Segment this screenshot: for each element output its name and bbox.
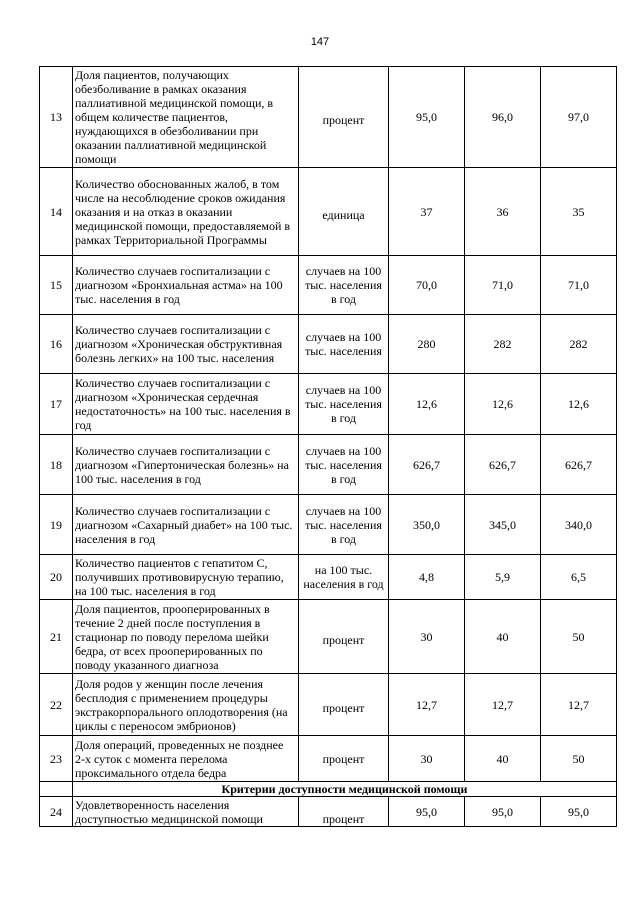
value-year-2: 95,0 — [465, 797, 541, 827]
value-year-1: 12,7 — [389, 674, 465, 736]
table-row — [40, 555, 617, 600]
value-year-3: 50 — [541, 736, 617, 782]
table-row — [40, 797, 617, 827]
value-year-3: 71,0 — [541, 256, 617, 315]
value-year-2: 40 — [465, 600, 541, 674]
value-year-3: 35 — [541, 168, 617, 256]
section-header-row — [40, 782, 617, 797]
unit-of-measure: единица — [299, 168, 389, 256]
table-row — [40, 435, 617, 495]
indicator-description: Доля пациентов, прооперированных в течение 2 дней после поступления в стационар по поводу перелома шейки бедра, от всех прооперированных по поводу указанного диагноза — [73, 600, 299, 674]
row-number: 24 — [40, 797, 73, 827]
page-number: 147 — [310, 36, 330, 48]
indicator-description: Количество случаев госпитализации с диагнозом «Хроническая обструктивная болезнь легких» на 100 тыс. населения — [73, 315, 299, 374]
indicator-description: Доля родов у женщин после лечения бесплодия с применением процедуры экстракорпорального оплодотворения (на циклы с переносом эмбрионов) — [73, 674, 299, 736]
row-number: 17 — [40, 374, 73, 435]
row-number: 23 — [40, 736, 73, 782]
table-row — [40, 495, 617, 555]
unit-of-measure: случаев на 100 тыс. населения в год — [299, 256, 389, 315]
indicator-description: Доля операций, проведенных не позднее 2-х суток с момента перелома проксимального отдела бедра — [73, 736, 299, 782]
indicator-description: Количество обоснованных жалоб, в том числе на несоблюдение сроков ожидания оказания и на отказ в оказании медицинской помощи, предоставляемой в рамках Территориальной Программы — [73, 168, 299, 256]
value-year-1: 30 — [389, 736, 465, 782]
value-year-1: 4,8 — [389, 555, 465, 600]
unit-of-measure: на 100 тыс. населения в год — [299, 555, 389, 600]
row-number: 18 — [40, 435, 73, 495]
value-year-3: 626,7 — [541, 435, 617, 495]
unit-of-measure: случаев на 100 тыс. населения в год — [299, 495, 389, 555]
value-year-3: 282 — [541, 315, 617, 374]
table-row — [40, 736, 617, 782]
row-number: 20 — [40, 555, 73, 600]
unit-of-measure: случаев на 100 тыс. населения в год — [299, 374, 389, 435]
unit-of-measure: процент — [299, 674, 389, 736]
row-number: 15 — [40, 256, 73, 315]
value-year-2: 40 — [465, 736, 541, 782]
value-year-3: 340,0 — [541, 495, 617, 555]
value-year-2: 282 — [465, 315, 541, 374]
value-year-2: 12,7 — [465, 674, 541, 736]
value-year-3: 12,6 — [541, 374, 617, 435]
table-row — [40, 374, 617, 435]
row-number: 22 — [40, 674, 73, 736]
indicator-description: Доля пациентов, получающих обезболивание в рамках оказания паллиативной медицинской помощи, в общем количестве пациентов, нуждающихся в обезболивании при оказании паллиативной медицинской помощи — [73, 67, 299, 168]
unit-of-measure: процент — [299, 797, 389, 827]
value-year-2: 71,0 — [465, 256, 541, 315]
value-year-1: 37 — [389, 168, 465, 256]
indicator-description: Количество пациентов с гепатитом С, получивших противовирусную терапию, на 100 тыс. населения в год — [73, 555, 299, 600]
row-number: 21 — [40, 600, 73, 674]
value-year-3: 12,7 — [541, 674, 617, 736]
unit-of-measure: случаев на 100 тыс. населения в год — [299, 435, 389, 495]
row-number: 14 — [40, 168, 73, 256]
table-row — [40, 256, 617, 315]
value-year-1: 626,7 — [389, 435, 465, 495]
value-year-3: 6,5 — [541, 555, 617, 600]
value-year-1: 70,0 — [389, 256, 465, 315]
value-year-2: 36 — [465, 168, 541, 256]
value-year-1: 95,0 — [389, 67, 465, 168]
table-row — [40, 315, 617, 374]
table-row — [40, 600, 617, 674]
unit-of-measure: процент — [299, 600, 389, 674]
row-number: 13 — [40, 67, 73, 168]
value-year-2: 12,6 — [465, 374, 541, 435]
indicator-description: Удовлетворенность населения доступностью медицинской помощи — [73, 797, 299, 827]
row-number: 16 — [40, 315, 73, 374]
indicator-description: Количество случаев госпитализации с диагнозом «Бронхиальная астма» на 100 тыс. населения в год — [73, 256, 299, 315]
indicators-table — [39, 66, 617, 827]
section-spacer — [40, 782, 73, 797]
value-year-3: 95,0 — [541, 797, 617, 827]
value-year-3: 97,0 — [541, 67, 617, 168]
indicator-description: Количество случаев госпитализации с диагнозом «Хроническая сердечная недостаточность» на 100 тыс. населения в год — [73, 374, 299, 435]
indicator-description: Количество случаев госпитализации с диагнозом «Сахарный диабет» на 100 тыс. населения в год — [73, 495, 299, 555]
value-year-2: 5,9 — [465, 555, 541, 600]
value-year-2: 345,0 — [465, 495, 541, 555]
value-year-2: 626,7 — [465, 435, 541, 495]
indicator-description: Количество случаев госпитализации с диагнозом «Гипертоническая болезнь» на 100 тыс. населения в год — [73, 435, 299, 495]
unit-of-measure: случаев на 100 тыс. населения — [299, 315, 389, 374]
row-number: 19 — [40, 495, 73, 555]
value-year-1: 12,6 — [389, 374, 465, 435]
value-year-3: 50 — [541, 600, 617, 674]
value-year-2: 96,0 — [465, 67, 541, 168]
unit-of-measure: процент — [299, 736, 389, 782]
table-row — [40, 674, 617, 736]
table-row — [40, 67, 617, 168]
value-year-1: 350,0 — [389, 495, 465, 555]
value-year-1: 30 — [389, 600, 465, 674]
value-year-1: 280 — [389, 315, 465, 374]
unit-of-measure: процент — [299, 67, 389, 168]
table-row — [40, 168, 617, 256]
value-year-1: 95,0 — [389, 797, 465, 827]
section-title: Критерии доступности медицинской помощи — [73, 782, 617, 797]
